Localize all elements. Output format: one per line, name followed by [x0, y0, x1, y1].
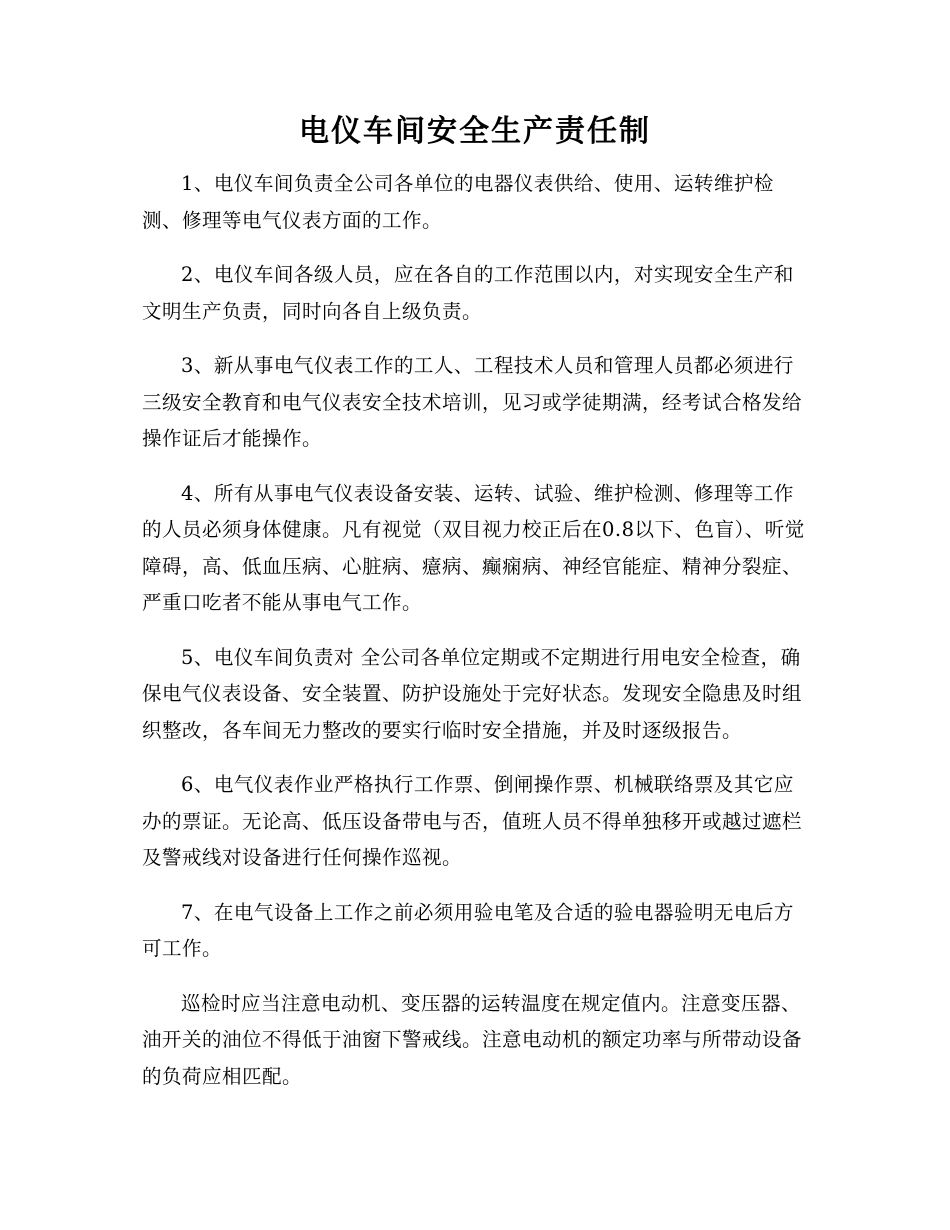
paragraph-7: 7、在电气设备上工作之前必须用验电笔及合适的验电器验明无电后方可工作。 — [142, 900, 794, 960]
paragraph-2: 2、电仪车间各级人员，应在各自的工作范围以内，对实现安全生产和文明生产负责，同时向各自上级负责。 — [142, 263, 794, 323]
paragraph-6: 6、电气仪表作业严格执行工作票、倒闸操作票、机械联络票及其它应办的票证。无论高、低压设备带电与否，值班人员不得单独移开或越过遮栏及警戒线对设备进行任何操作巡视。 — [142, 773, 803, 869]
paragraph-1: 1、电仪车间负责全公司各单位的电器仪表供给、使用、运转维护检测、修理等电气仪表方面的工作。 — [142, 172, 774, 232]
paragraph-inspection: 巡检时应当注意电动机、变压器的运转温度在规定值内。注意变压器、油开关的油位不得低于油窗下警戒线。注意电动机的额定功率与所带动设备的负荷应相匹配。 — [142, 991, 803, 1088]
paragraph-5: 5、电仪车间负责对 全公司各单位定期或不定期进行用电安全检查，确保电气仪表设备、安全装置、防护设施处于完好状态。发现安全隐患及时组织整改，各车间无力整改的要实行临时安全措施，并及时逐级报告。 — [142, 645, 803, 742]
document-body — [142, 166, 808, 1113]
paragraph-4: 4、所有从事电气仪表设备安装、运转、试验、维护检测、修理等工作的人员必须身体健康。凡有视觉（双目视力校正后在0.8以下、色盲）、听觉障碍，高、低血压病、心脏病、癔病、癫痫病、神经官能症、精神分裂症、严重口吃者不能从事电气工作。 — [142, 481, 805, 614]
document-title: 电仪车间安全生产责任制 — [299, 114, 651, 149]
paragraph-3: 3、新从事电气仪表工作的工人、工程技术人员和管理人员都必须进行三级安全教育和电气仪表安全技术培训，见习或学徒期满，经考试合格发给操作证后才能操作。 — [142, 354, 803, 450]
